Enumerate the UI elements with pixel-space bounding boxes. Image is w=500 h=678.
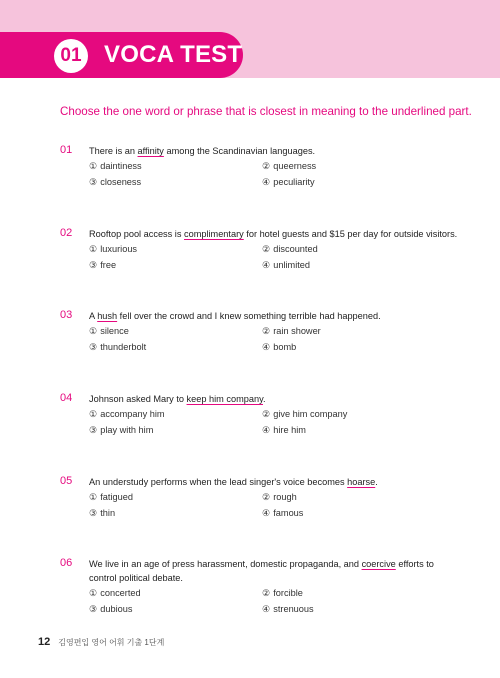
option-3[interactable]: ③ closeness bbox=[89, 177, 142, 187]
option-2[interactable]: ② give him company bbox=[262, 409, 348, 419]
section-number-badge: 01 bbox=[54, 39, 88, 73]
question-text: Rooftop pool access is complimentary for hotel guests and $15 per day for outside visitors. bbox=[89, 229, 458, 239]
option-2[interactable]: ② queerness bbox=[262, 161, 317, 171]
option-4[interactable]: ④ famous bbox=[262, 508, 304, 518]
option-3[interactable]: ③ thunderbolt bbox=[89, 342, 147, 352]
page-number: 12 bbox=[38, 636, 51, 648]
underlined-word: hoarse bbox=[347, 477, 376, 487]
book-title: 김영편입 영어 어휘 기출 1단계 bbox=[58, 638, 165, 647]
option-1[interactable]: ① concerted bbox=[89, 588, 141, 598]
question-number: 02 bbox=[60, 227, 73, 239]
option-4[interactable]: ④ hire him bbox=[262, 425, 306, 435]
option-2[interactable]: ② forcible bbox=[262, 588, 303, 598]
option-2[interactable]: ② rain shower bbox=[262, 326, 321, 336]
question-text: A hush fell over the crowd and I knew something terrible had happened. bbox=[89, 311, 381, 321]
option-1[interactable]: ① fatigued bbox=[89, 492, 133, 502]
page-title: VOCA TEST bbox=[104, 41, 243, 68]
option-3[interactable]: ③ thin bbox=[89, 508, 116, 518]
option-3[interactable]: ③ free bbox=[89, 260, 117, 270]
option-2[interactable]: ② rough bbox=[262, 492, 297, 502]
question-number: 06 bbox=[60, 557, 73, 569]
option-4[interactable]: ④ bomb bbox=[262, 342, 297, 352]
underlined-word: coercive bbox=[361, 559, 396, 569]
question-text: There is an affinity among the Scandinavian languages. bbox=[89, 146, 316, 156]
option-4[interactable]: ④ strenuous bbox=[262, 604, 314, 614]
question-number: 04 bbox=[60, 392, 73, 404]
question-number: 05 bbox=[60, 475, 73, 487]
question-text: Johnson asked Mary to keep him company. bbox=[89, 394, 266, 404]
question-number: 01 bbox=[60, 144, 73, 156]
question-number: 03 bbox=[60, 309, 73, 321]
option-1[interactable]: ① daintiness bbox=[89, 161, 142, 171]
question-text: We live in an age of press harassment, domestic propaganda, and coercive efforts to control political debate. bbox=[89, 559, 434, 583]
question-text: An understudy performs when the lead singer's voice becomes hoarse. bbox=[89, 477, 378, 487]
underlined-word: hush bbox=[97, 311, 118, 321]
option-1[interactable]: ① silence bbox=[89, 326, 129, 336]
option-3[interactable]: ③ play with him bbox=[89, 425, 154, 435]
option-2[interactable]: ② discounted bbox=[262, 244, 318, 254]
option-4[interactable]: ④ peculiarity bbox=[262, 177, 315, 187]
option-1[interactable]: ① accompany him bbox=[89, 409, 165, 419]
option-1[interactable]: ① luxurious bbox=[89, 244, 138, 254]
instruction-text: Choose the one word or phrase that is closest in meaning to the underlined part. bbox=[60, 105, 472, 118]
option-3[interactable]: ③ dubious bbox=[89, 604, 133, 614]
underlined-word: complimentary bbox=[184, 229, 244, 239]
underlined-word: keep him company bbox=[186, 394, 263, 404]
page-footer bbox=[38, 636, 164, 648]
underlined-word: affinity bbox=[137, 146, 164, 156]
option-4[interactable]: ④ unlimited bbox=[262, 260, 311, 270]
